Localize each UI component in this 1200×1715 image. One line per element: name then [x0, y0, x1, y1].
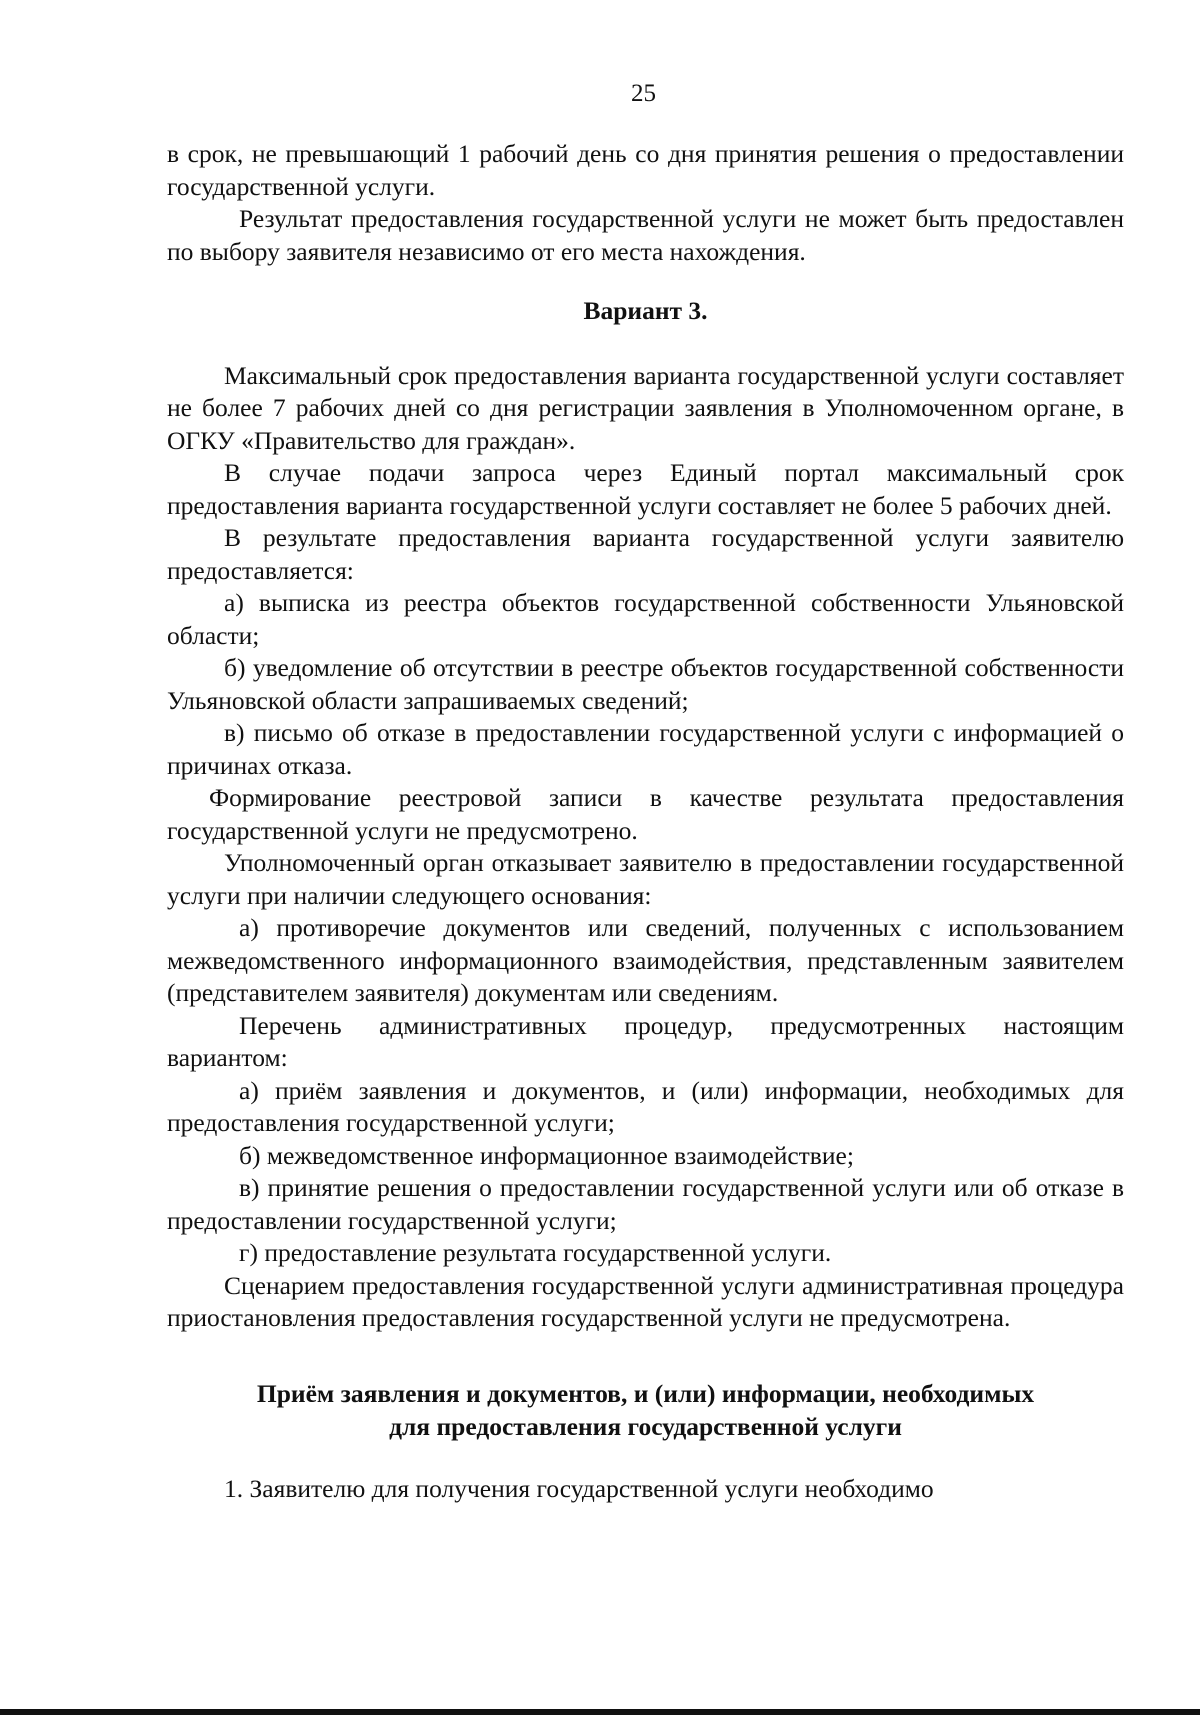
- paragraph-final: 1. Заявителю для получения государственной услуги необходимо: [224, 1473, 934, 1503]
- paragraph-max-term: Максимальный срок предоставления варианта государственной услуги составляет не более 7 рабочих дней со дня регистрации заявления в Уполномоченном органе, в ОГКУ «Правительство для граждан».: [167, 360, 1124, 455]
- paragraph-refusal: Уполномоченный орган отказывает заявителю в предоставлении государственной услуги при наличии следующего основания:: [167, 848, 1124, 910]
- list-item-refusal-a: а) противоречие документов или сведений, полученных с использованием межведомственного информационного взаимодействия, представленным заявителем (представителем заявителя) документам или сведениям.: [167, 913, 1124, 1007]
- list-item-result-a: а) выписка из реестра объектов государственной собственности Ульяновской области;: [167, 588, 1124, 650]
- scan-edge-bar: [0, 1709, 1200, 1715]
- page-number: 25: [631, 80, 656, 107]
- list-item-procedure-b: б) межведомственное информационное взаимодействие;: [239, 1140, 854, 1170]
- paragraph-continuation: в срок, не превышающий 1 рабочий день со дня принятия решения о предоставлении государственной услуги.: [167, 139, 1124, 201]
- list-item-procedure-c: в) принятие решения о предоставлении государственной услуги или об отказе в предоставлении государственной услуги;: [167, 1173, 1124, 1235]
- section-heading: [167, 1377, 1124, 1443]
- variant-heading: Вариант 3.: [583, 296, 708, 325]
- list-item-result-c: в) письмо об отказе в предоставлении государственной услуги с информацией о причинах отказа.: [167, 718, 1124, 780]
- paragraph-result-location: Результат предоставления государственной услуги не может быть предоставлен по выбору заявителя независимо от его места нахождения.: [167, 204, 1124, 266]
- document-body: [167, 138, 1124, 1505]
- section-heading-line-2: для предоставления государственной услуги: [389, 1411, 902, 1441]
- list-item-procedure-d: г) предоставление результата государственной услуги.: [239, 1238, 832, 1267]
- paragraph-result-intro: В результате предоставления варианта государственной услуги заявителю предоставляется:: [167, 523, 1124, 585]
- paragraph-scenario: Сценарием предоставления государственной услуги административная процедура приостановления предоставления государственной услуги не предусмотрена.: [167, 1270, 1124, 1332]
- section-heading-line-1: Приём заявления и документов, и (или) информации, необходимых: [256, 1378, 1035, 1408]
- paragraph-portal-term: В случае подачи запроса через Единый портал максимальный срок предоставления варианта государственной услуги составляет не более 5 рабочих дней.: [167, 458, 1124, 520]
- list-item-result-b: б) уведомление об отсутствии в реестре объектов государственной собственности Ульяновской области запрашиваемых сведений;: [167, 653, 1124, 715]
- list-item-procedure-a: а) приём заявления и документов, и (или) информации, необходимых для предоставления государственной услуги;: [167, 1075, 1124, 1137]
- paragraph-procedures-intro: Перечень административных процедур, предусмотренных настоящим вариантом:: [167, 1010, 1124, 1072]
- paragraph-registry-record: Формирование реестровой записи в качестве результата предоставления государственной услуги не предусмотрено.: [167, 783, 1124, 845]
